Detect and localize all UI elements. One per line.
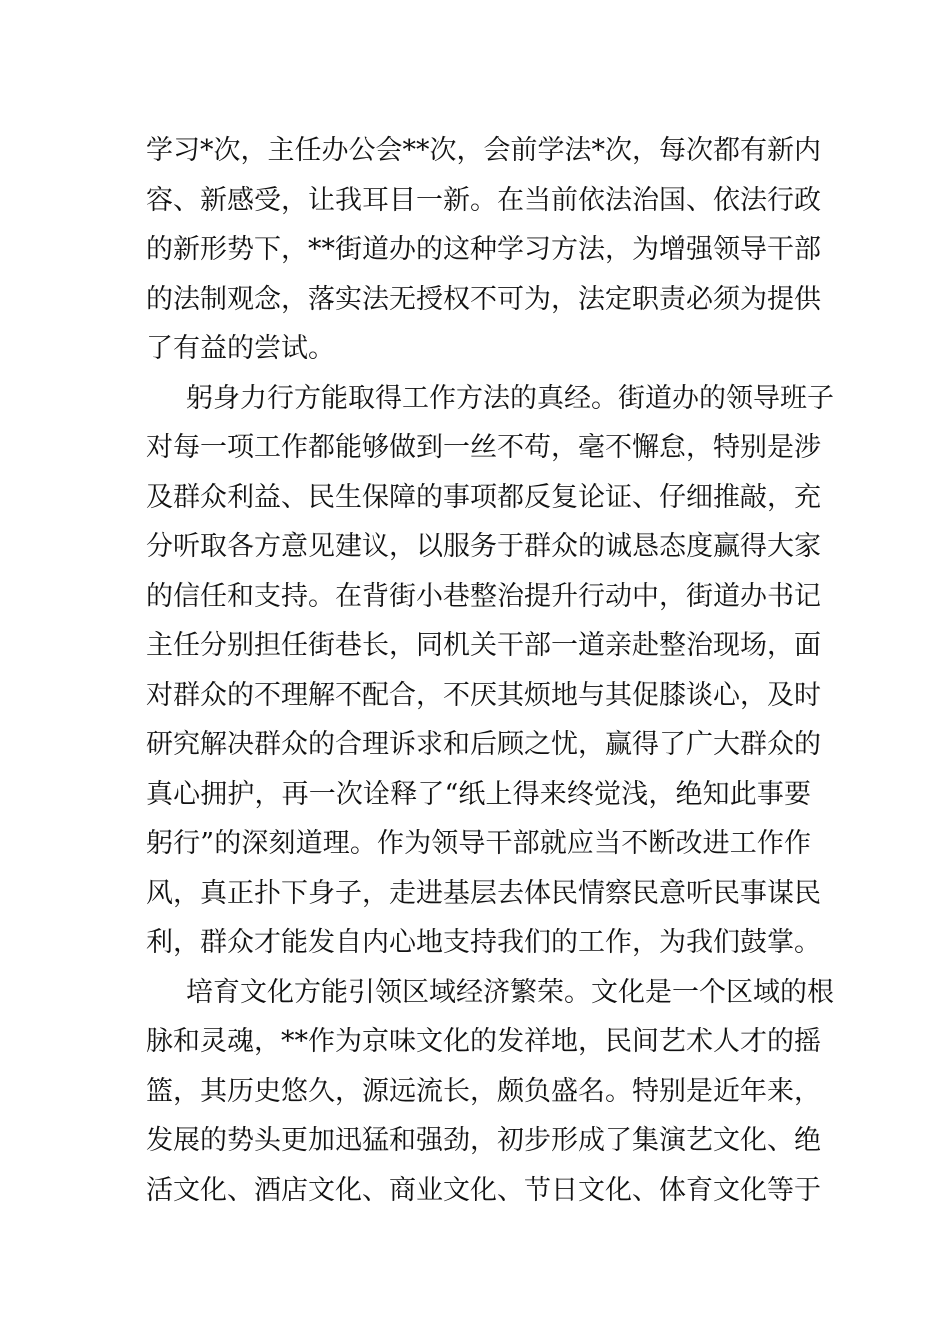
- text-line: 发展的势头更加迅猛和强劲，初步形成了集演艺文化、绝: [146, 1125, 821, 1156]
- text-line: 的信任和支持。在背街小巷整治提升行动中，街道办书记: [146, 580, 821, 612]
- text-line: 真心拥护，再一次诠释了“纸上得来终觉浅，绝知此事要: [146, 778, 811, 810]
- text-line: 主任分别担任街巷长，同机关干部一道亲赴整治现场，面: [146, 630, 821, 661]
- text-line: 利，群众才能发自内心地支持我们的工作，为我们鼓掌。: [146, 927, 821, 958]
- text-line: 培育文化方能引领区域经济繁荣。文化是一个区域的根: [186, 976, 834, 1008]
- paragraph-1: [146, 126, 821, 374]
- paragraph-3: [146, 968, 834, 1216]
- text-line: 了有益的尝试。: [146, 333, 335, 364]
- text-line: 脉和灵魂，**作为京味文化的发祥地，民间艺术人才的摇: [146, 1026, 821, 1057]
- text-line: 躬行”的深刻道理。作为领导干部就应当不断改进工作作: [146, 828, 811, 859]
- text-line: 容、新感受，让我耳目一新。在当前依法治国、依法行政: [146, 184, 821, 216]
- text-line: 研究解决群众的合理诉求和后顾之忧，赢得了广大群众的: [146, 729, 821, 760]
- text-line: 躬身力行方能取得工作方法的真经。街道办的领导班子: [186, 382, 834, 414]
- text-line: 篮，其历史悠久，源远流长，颇负盛名。特别是近年来，: [146, 1075, 821, 1107]
- text-line: 活文化、酒店文化、商业文化、节日文化、体育文化等于: [146, 1174, 821, 1206]
- text-line: 的新形势下，**街道办的这种学习方法，为增强领导干部: [146, 234, 821, 265]
- text-line: 风，真正扑下身子，走进基层去体民情察民意听民事谋民: [146, 877, 821, 909]
- paragraph-2: [146, 374, 834, 968]
- text-line: 的法制观念，落实法无授权不可为，法定职责必须为提供: [146, 283, 821, 315]
- text-line: 及群众利益、民生保障的事项都反复论证、仔细推敲，充: [146, 481, 821, 513]
- text-line: 学习*次，主任办公会**次，会前学法*次，每次都有新内: [146, 135, 821, 166]
- text-line: 分听取各方意见建议，以服务于群众的诚恳态度赢得大家: [146, 531, 821, 562]
- document-body: [146, 126, 834, 1215]
- text-line: 对每一项工作都能够做到一丝不苟，毫不懈怠，特别是涉: [146, 432, 821, 463]
- text-line: 对群众的不理解不配合，不厌其烦地与其促膝谈心，及时: [146, 679, 821, 711]
